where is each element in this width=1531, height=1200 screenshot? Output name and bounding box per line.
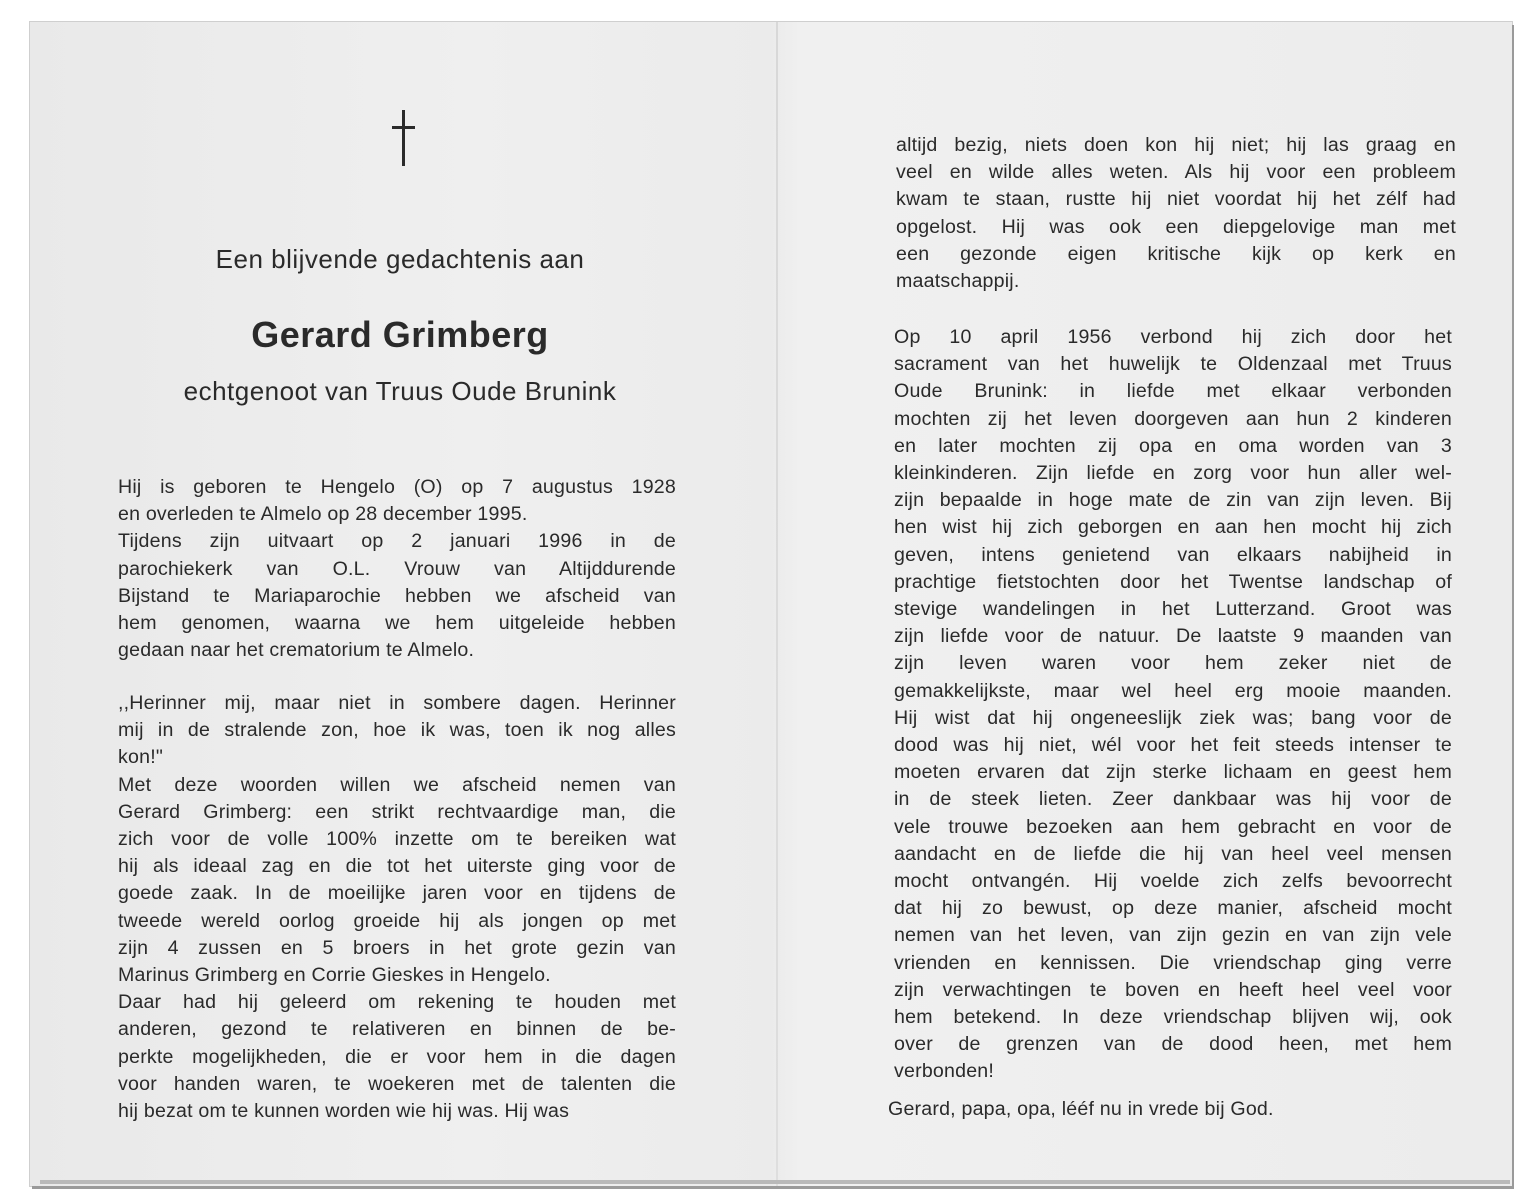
text-line: moeten ervaren dat zijn sterke lichaam en geest hem <box>894 761 1452 784</box>
cross-icon <box>386 102 422 172</box>
text-line: anderen, gezond te relativeren en binnen de be- <box>118 1018 676 1041</box>
text-line: gedaan naar het crematorium te Almelo. <box>118 639 475 662</box>
text-line: zijn verwachtingen te boven en heeft heel veel voor <box>894 978 1452 1001</box>
text-line: Bijstand te Mariaparochie hebben we afscheid van <box>118 584 676 607</box>
text-line: een gezonde eigen kritische kijk op kerk en <box>896 242 1456 265</box>
text-line: gemakkelijkste, maar wel heel erg mooie maanden. <box>894 679 1452 702</box>
right-paragraph-1 <box>896 132 1456 295</box>
text-line: vrienden en kennissen. Die vriendschap ging verre <box>894 951 1452 974</box>
text-line: dood was hij niet, wél voor het feit steeds intenser te <box>894 734 1452 757</box>
text-line: in de steek lieten. Zeer dankbaar was hij voor de <box>894 788 1452 811</box>
text-line: opgelost. Hij was ook een diepgelovige man met <box>896 215 1456 238</box>
text-line: hen wist hij zich geborgen en aan hen mocht hij zich <box>894 516 1452 539</box>
text-line: hij als ideaal zag en die tot het uiterste ging voor de <box>118 855 676 878</box>
text-line: stevige wandelingen in het Lutterzand. Groot was <box>894 598 1452 621</box>
text-line: en overleden te Almelo op 28 december 1995. <box>118 503 528 526</box>
text-line: dat hij zo bewust, op deze manier, afscheid mocht <box>894 897 1452 920</box>
intro-line: Een blijvende gedachtenis aan <box>215 244 585 274</box>
left-paragraph-2 <box>118 690 676 1125</box>
text-line: kwam te staan, rustte hij niet voordat hij het zélf had <box>896 188 1456 211</box>
text-line: hem betekend. In deze vriendschap blijven wij, ook <box>894 1006 1452 1029</box>
text-line: en later mochten zij opa en oma worden van 3 <box>894 434 1452 457</box>
text-line: vele trouwe bezoeken aan hem gebracht en voor de <box>894 815 1452 838</box>
text-line: sacrament van het huwelijk te Oldenzaal met Truus <box>894 353 1452 376</box>
text-line: aandacht en de liefde die hij van heel veel mensen <box>894 842 1452 865</box>
text-line: kon!" <box>118 746 163 769</box>
text-line: Gerard Grimberg: een strikt rechtvaardige man, die <box>118 800 676 823</box>
text-line: zijn 4 zussen en 5 broers in het grote gezin van <box>118 936 676 959</box>
spouse-line: echtgenoot van Truus Oude Brunink <box>183 376 617 406</box>
text-line: zijn liefde voor de natuur. De laatste 9 maanden van <box>894 625 1452 648</box>
text-line: prachtige fietstochten door het Twentse landschap of <box>894 570 1452 593</box>
left-paragraph-1 <box>118 474 676 664</box>
text-line: maatschappij. <box>896 270 1020 293</box>
text-line: verbonden! <box>894 1060 995 1083</box>
text-line: goede zaak. In de moeilijke jaren voor en tijdens de <box>118 882 676 905</box>
text-line: nemen van het leven, van zijn gezin en van zijn vele <box>894 924 1452 947</box>
right-paragraph-2 <box>894 324 1452 1086</box>
text-line: parochiekerk van O.L. Vrouw van Altijddurende <box>118 557 676 580</box>
text-line: zijn bepaalde in hoge mate de zin van zijn leven. Bij <box>894 489 1452 512</box>
text-line: zijn leven waren voor hem zeker niet de <box>894 652 1452 675</box>
text-line: tweede wereld oorlog groeide hij als jongen op met <box>118 909 676 932</box>
text-line: Tijdens zijn uitvaart op 2 januari 1996 in de <box>118 530 676 553</box>
text-line: mocht ontvangén. Hij voelde zich zelfs bevoorrecht <box>894 870 1452 893</box>
card-fold-line <box>776 22 778 1186</box>
card-shadow-edge <box>40 1180 1510 1184</box>
closing-line <box>888 1096 1448 1123</box>
text-line: over de grenzen van de dood heen, met hem <box>894 1033 1452 1056</box>
text-line: geven, intens genietend van elkaars nabijheid in <box>894 543 1452 566</box>
text-line: hem genomen, waarna we hem uitgeleide hebben <box>118 612 676 635</box>
text-line: Marinus Grimberg en Corrie Gieskes in Hengelo. <box>118 964 551 987</box>
text-line: kleinkinderen. Zijn liefde en zorg voor hun aller wel- <box>894 462 1452 485</box>
text-line: zich voor de volle 100% inzette om te bereiken wat <box>118 828 676 851</box>
text-line: mochten zij het leven doorgeven aan hun 2 kinderen <box>894 407 1452 430</box>
text-line: Daar had hij geleerd om rekening te houden met <box>118 991 676 1014</box>
text-line: Gerard, papa, opa, lééf nu in vrede bij God. <box>888 1098 1274 1120</box>
text-line: Hij wist dat hij ongeneeslijk ziek was; bang voor de <box>894 706 1452 729</box>
text-line: ,,Herinner mij, maar niet in sombere dagen. Herinner <box>118 692 676 714</box>
text-line: veel en wilde alles weten. Als hij voor een probleem <box>896 161 1456 184</box>
deceased-name: Gerard Grimberg <box>251 314 549 355</box>
text-line: Op 10 april 1956 verbond hij zich door het <box>894 326 1452 348</box>
text-line: mij in de stralende zon, hoe ik was, toen ik nog alles <box>118 719 676 742</box>
text-line: altijd bezig, niets doen kon hij niet; hij las graag en <box>896 134 1456 156</box>
text-line: Oude Brunink: in liefde met elkaar verbonden <box>894 380 1452 403</box>
text-line: Met deze woorden willen we afscheid nemen van <box>118 773 676 796</box>
text-line: perkte mogelijkheden, die er voor hem in die dagen <box>118 1045 676 1068</box>
text-line: Hij is geboren te Hengelo (O) op 7 augustus 1928 <box>118 476 676 498</box>
text-line: voor handen waren, te woekeren met de talenten die <box>118 1072 676 1095</box>
text-line: hij bezat om te kunnen worden wie hij was. Hij was <box>118 1100 570 1123</box>
